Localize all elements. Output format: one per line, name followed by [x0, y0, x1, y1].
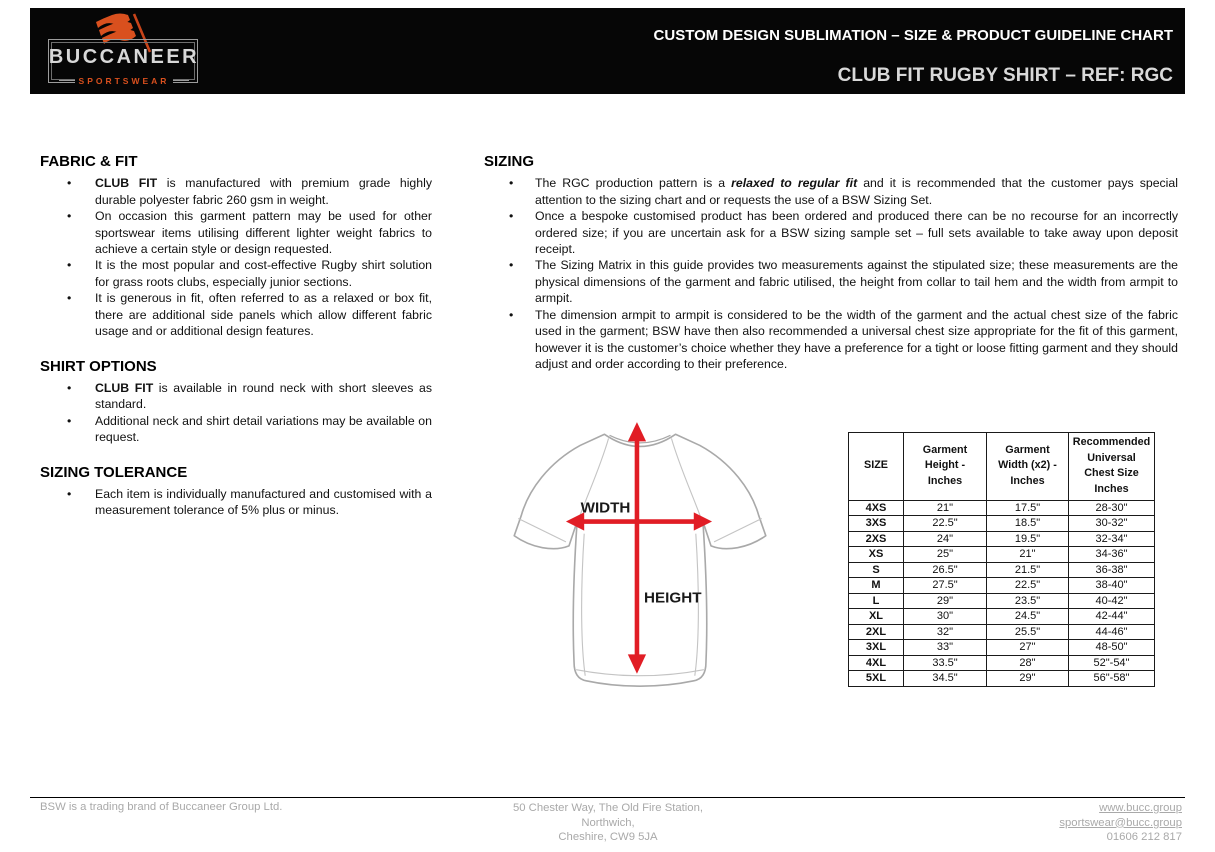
width-label: WIDTH [580, 499, 631, 517]
size-table-row [849, 516, 1155, 532]
measurement-cell: 34-36" [1069, 547, 1155, 563]
fabric-fit-bullets [40, 175, 432, 340]
measurement-cell: 25.5" [987, 624, 1069, 640]
measurement-cell: 29" [904, 593, 987, 609]
measurement-cell: 22.5" [904, 516, 987, 532]
bullet-item: • CLUB FIT is available in round neck with short sleeves as standard. [40, 380, 432, 413]
measurement-cell: 23.5" [987, 593, 1069, 609]
size-table-row [849, 593, 1155, 609]
measurement-cell: 40-42" [1069, 593, 1155, 609]
col-header-size: SIZE [849, 433, 904, 501]
measurement-cell: 28" [987, 655, 1069, 671]
measurement-cell: 19.5" [987, 531, 1069, 547]
size-table-row [849, 531, 1155, 547]
measurement-cell: 28-30" [1069, 500, 1155, 516]
sizing-tolerance-bullets [40, 486, 432, 519]
sizing-tolerance-heading: SIZING TOLERANCE [40, 463, 188, 481]
document-title: CUSTOM DESIGN SUBLIMATION – SIZE & PRODUCT GUIDELINE CHART [653, 27, 1173, 44]
shirt-outline-drawing [503, 414, 777, 694]
measurement-cell: 44-46" [1069, 624, 1155, 640]
left-column [40, 152, 432, 519]
bullet-item: • Additional neck and shirt detail variations may be available on request. [40, 413, 432, 446]
sizing-bullets [484, 175, 1178, 373]
bullet-item: • On occasion this garment pattern may be used for other sportswear items utilising different lighter weight fabrics to achieve a certain style or design requested. [40, 208, 432, 257]
bullet-item: • CLUB FIT is manufactured with premium grade highly durable polyester fabric 260 gsm in weight. [40, 175, 432, 208]
shirt-options-bullets [40, 380, 432, 446]
measurement-cell: 56"-58" [1069, 671, 1155, 687]
size-cell: 4XS [849, 500, 904, 516]
size-table-row [849, 655, 1155, 671]
measurement-cell: 27" [987, 640, 1069, 656]
logo-sub-text: SPORTSWEAR [75, 76, 174, 86]
size-table-row [849, 609, 1155, 625]
size-table-row [849, 578, 1155, 594]
size-cell: XS [849, 547, 904, 563]
height-label: HEIGHT [644, 589, 702, 607]
sizing-heading: SIZING [484, 153, 535, 170]
brand-logo [46, 9, 202, 93]
bullet-item: • The dimension armpit to armpit is considered to be the width of the garment and the actual chest size of the fabric used in the garment; BSW have then also recommended a universal chest size appropriate for the fit of this garment, however it is the customer’s choice whether they have a preference for a tight or loose fitting garment and they should adjust and order according to their preference. [484, 307, 1178, 373]
shirt-options-heading: SHIRT OPTIONS [40, 357, 157, 375]
measurement-cell: 21.5" [987, 562, 1069, 578]
footer-company-note: BSW is a trading brand of Buccaneer Group Ltd. [40, 801, 283, 813]
size-table-row [849, 624, 1155, 640]
col-header-width: Garment Width (x2) - Inches [987, 433, 1069, 501]
bullet-item: • It is generous in fit, often referred to as a relaxed or box fit, there are additional side panels which allow different fabric usage and or additional design features. [40, 290, 432, 339]
measurement-cell: 25" [904, 547, 987, 563]
section-sizing-tolerance [40, 463, 432, 519]
logo-rule-left [59, 80, 75, 83]
size-cell: 2XL [849, 624, 904, 640]
right-column [484, 152, 1178, 373]
measurement-cell: 33.5" [904, 655, 987, 671]
phone-number: 01606 212 817 [1106, 831, 1182, 844]
shirt-measurement-diagram [503, 414, 777, 694]
bullet-item: • The RGC production pattern is a relaxed to regular fit and it is recommended that the customer pays special attention to the sizing chart and or requests the use of a BSW Sizing Set. [484, 175, 1178, 208]
size-table-row [849, 640, 1155, 656]
col-header-height: Garment Height - Inches [904, 433, 987, 501]
measurement-cell: 24" [904, 531, 987, 547]
measurement-cell: 48-50" [1069, 640, 1155, 656]
size-table-row [849, 547, 1155, 563]
measurement-cell: 32" [904, 624, 987, 640]
measurement-cell: 26.5" [904, 562, 987, 578]
measurement-cell: 27.5" [904, 578, 987, 594]
col-header-chest: Recommended Universal Chest Size Inches [1069, 433, 1155, 501]
product-title: CLUB FIT RUGBY SHIRT – REF: RGC [837, 65, 1173, 86]
size-cell: 3XS [849, 516, 904, 532]
size-table [848, 432, 1155, 687]
size-cell: M [849, 578, 904, 594]
bullet-item: • It is the most popular and cost-effective Rugby shirt solution for grass roots clubs, especially junior sections. [40, 257, 432, 290]
size-table-header-row [849, 433, 1155, 501]
size-table-row [849, 500, 1155, 516]
measurement-cell: 33" [904, 640, 987, 656]
size-cell: L [849, 593, 904, 609]
footer-divider [30, 797, 1185, 798]
size-cell: 2XS [849, 531, 904, 547]
measurement-cell: 29" [987, 671, 1069, 687]
logo-rule-right [173, 80, 189, 83]
measurement-cell: 30" [904, 609, 987, 625]
bullet-item: • Each item is individually manufactured and customised with a measurement tolerance of 5% plus or minus. [40, 486, 432, 519]
website-link[interactable]: www.bucc.group [1099, 802, 1182, 814]
measurement-cell: 21" [904, 500, 987, 516]
measurement-cell: 22.5" [987, 578, 1069, 594]
footer-address [428, 801, 788, 845]
size-cell: 3XL [849, 640, 904, 656]
fabric-fit-heading: FABRIC & FIT [40, 153, 138, 170]
logo-sub-row [46, 76, 202, 86]
measurement-cell: 34.5" [904, 671, 987, 687]
section-sizing [484, 152, 1178, 373]
bullet-item: • The Sizing Matrix in this guide provides two measurements against the stipulated size; these measurements are the physical dimensions of the garment and fabric utilised, the height from collar to tail hem and the width from armpit to armpit. [484, 257, 1178, 306]
header-bar [30, 8, 1185, 94]
measurement-cell: 18.5" [987, 516, 1069, 532]
measurement-cell: 24.5" [987, 609, 1069, 625]
measurement-cell: 30-32" [1069, 516, 1155, 532]
size-cell: 5XL [849, 671, 904, 687]
measurement-cell: 52"-54" [1069, 655, 1155, 671]
measurement-cell: 36-38" [1069, 562, 1155, 578]
measurement-cell: 38-40" [1069, 578, 1155, 594]
size-cell: 4XL [849, 655, 904, 671]
size-cell: S [849, 562, 904, 578]
footer-contacts [1059, 801, 1182, 845]
measurement-cell: 17.5" [987, 500, 1069, 516]
size-table-row [849, 562, 1155, 578]
measurement-cell: 42-44" [1069, 609, 1155, 625]
email-link[interactable]: sportswear@bucc.group [1059, 816, 1182, 829]
footer-address-line2: Northwich, [581, 816, 635, 829]
bullet-item: • Once a bespoke customised product has been ordered and produced there can be no recourse for an incorrectly ordered size; if you are uncertain ask for a BSW sizing sample set – full sets available to take away upon deposit receipt. [484, 208, 1178, 257]
size-table-row [849, 671, 1155, 687]
logo-brand-text: BUCCANEER [48, 46, 200, 68]
measurement-cell: 32-34" [1069, 531, 1155, 547]
section-fabric-fit [40, 152, 432, 340]
size-cell: XL [849, 609, 904, 625]
footer-address-line3: Cheshire, CW9 5JA [558, 831, 658, 844]
section-shirt-options [40, 357, 432, 446]
measurement-cell: 21" [987, 547, 1069, 563]
footer-address-line1: 50 Chester Way, The Old Fire Station, [512, 802, 704, 814]
